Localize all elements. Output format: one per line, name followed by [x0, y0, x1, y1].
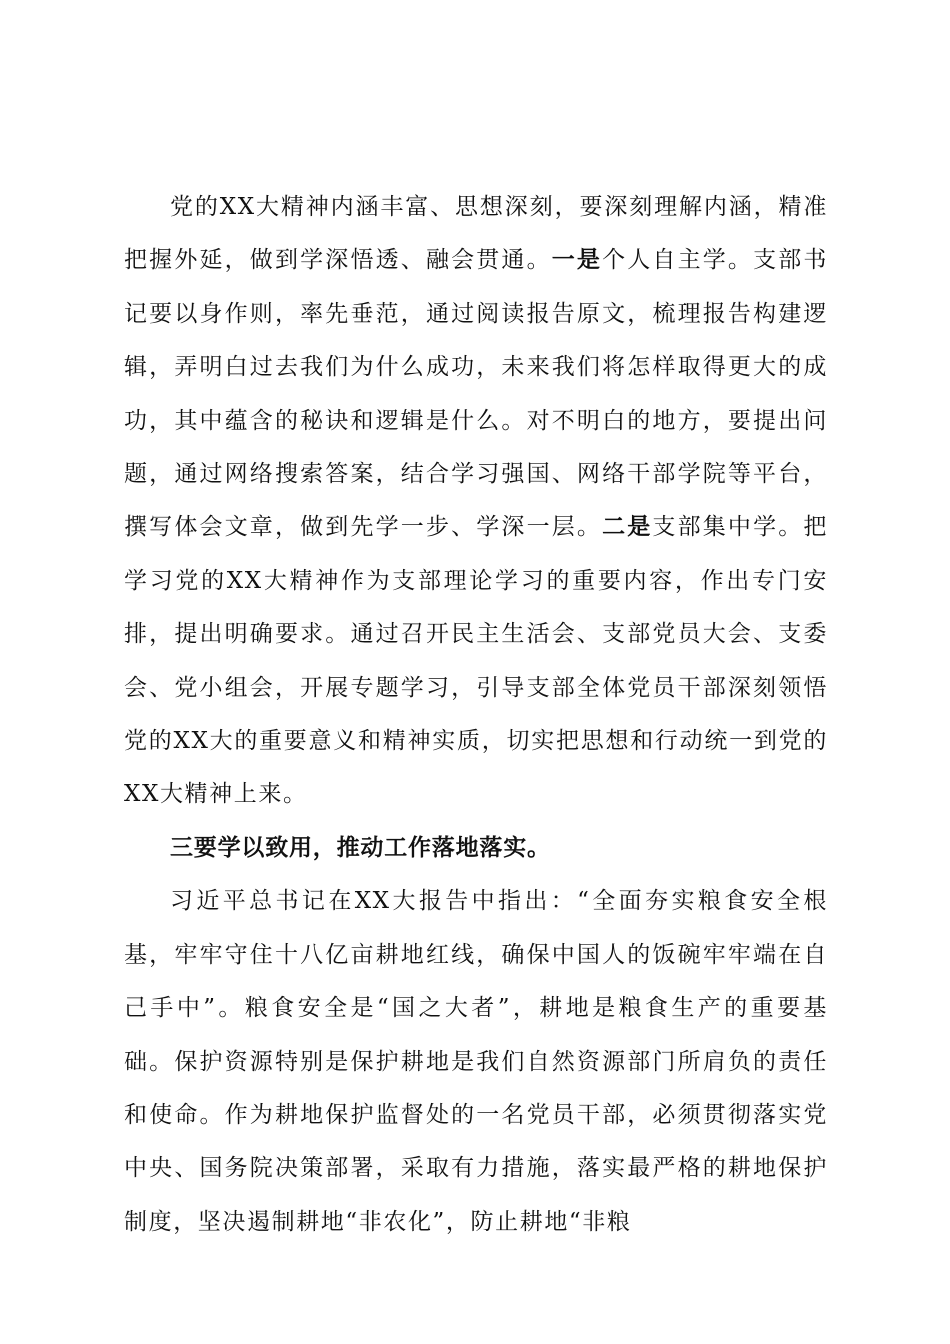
paragraph-text: 支部集中学。把学习党的XX大精神作为支部理论学习的重要内容，作出专门安排，提出明确要求。通过召开民主生活会、支部党员大会、支委会、党小组会，开展专题学习，引导支部全体党员干部深刻领悟党的XX大的重要意义和精神实质，切实把思想和行动统一到党的XX大精神上来。 — [124, 514, 828, 808]
paragraph-food-security: 习近平总书记在XX大报告中指出：“全面夯实粮食安全根基，牢牢守住十八亿亩耕地红线，确保中国人的饭碗牢牢端在自己手中”。粮食安全是“国之大者”，耕地是粮食生产的重要基础。保护资源特别是保护耕地是我们自然资源部门所肩负的责任和使命。作为耕地保护监督处的一名党员干部，必须贯彻落实党中央、国务院决策部署，采取有力措施，落实最严格的耕地保护制度，坚决遏制耕地“非农化”，防止耕地“非粮 — [124, 888, 828, 1235]
document-body — [124, 181, 828, 1249]
section-heading: 三要学以致用，推动工作落地落实。 — [170, 834, 551, 861]
paragraph-text: 个人自主学。支部书记要以身作则，率先垂范，通过阅读报告原文，梳理报告构建逻辑，弄明白过去我们为什么成功，未来我们将怎样取得更大的成功，其中蕴含的秘诀和逻辑是什么。对不明白的地方，要提出问题，通过网络搜索答案，结合学习强国、网络干部学院等平台，撰写体会文章，做到先学一步、学深一层。 — [124, 247, 828, 541]
paragraph-text: 党的XX大精神内涵丰富、思想深刻，要深刻理解内涵，精准把握外延，做到学深悟透、融会贯通。 — [124, 194, 828, 274]
bold-marker-first: 一是 — [551, 247, 603, 274]
paragraph-study-methods — [124, 181, 828, 822]
bold-marker-second: 二是 — [602, 514, 653, 541]
